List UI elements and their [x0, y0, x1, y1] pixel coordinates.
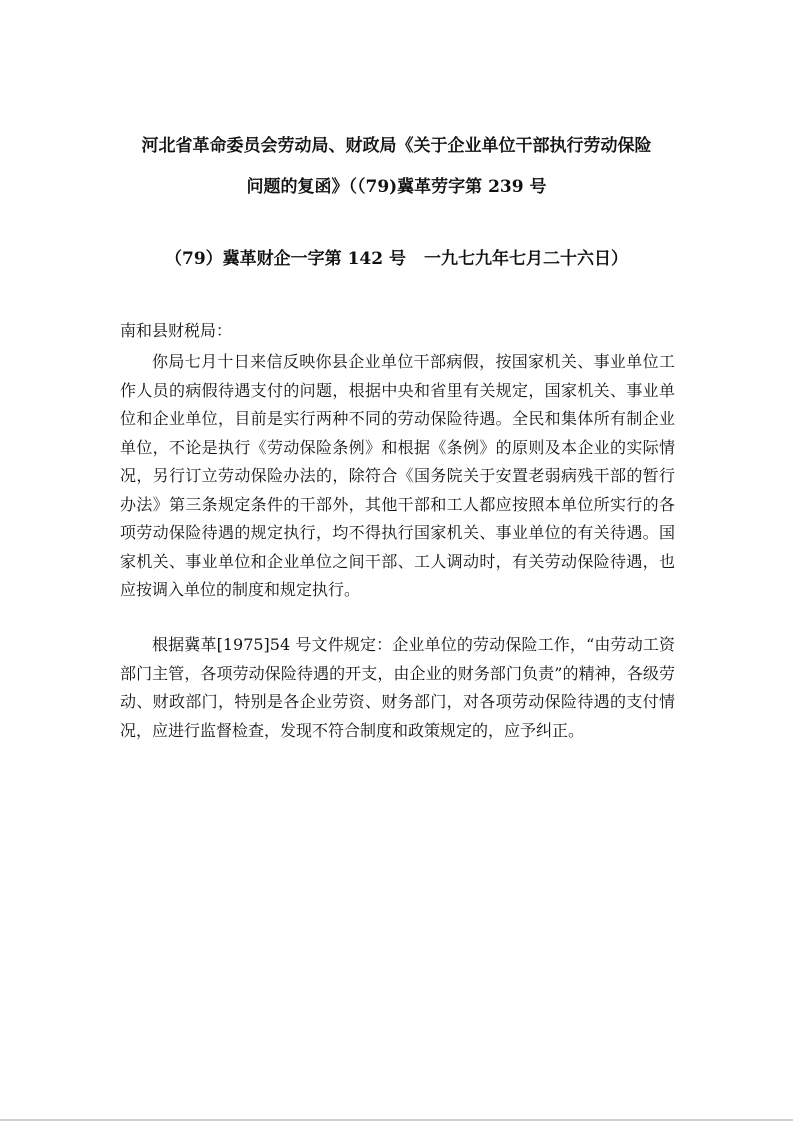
salutation: 南和县财税局： [120, 321, 233, 340]
document-date: 一九七九年七月二十六日） [423, 249, 628, 269]
page-bottom-divider [0, 1119, 793, 1121]
body-paragraph-1: 你局七月十日来信反映你县企业单位干部病假，按国家机关、事业单位工作人员的病假待遇支付的问题，根据中央和省里有关规定，国家机关、事业单位和企业单位，目前是实行两种不同的劳动保险待遇。全民和集体所有制企业单位，不论是执行《劳动保险条例》和根据《条例》的原则及本企业的实际情况，另行订立劳动保险办法的，除符合《国务院关于安置老弱病残干部的暂行办法》第三条规定条件的干部外，其他干部和工人都应按照本单位所实行的各项劳动保险待遇的规定执行，均不得执行国家机关、事业单位的有关待遇。国家机关、事业单位和企业单位之间干部、工人调动时，有关劳动保险待遇，也应按调入单位的制度和规定执行。 [120, 352, 675, 599]
document-title-line-1: 河北省革命委员会劳动局、财政局《关于企业单位干部执行劳动保险 [141, 136, 652, 156]
document-subtitle [90, 244, 703, 269]
document-title-line-2: 问题的复函》（（79)冀革劳字第 239 号 [246, 177, 547, 197]
reference-number: （79）冀革财企一字第 142 号 [165, 249, 406, 269]
body-paragraph-2: 根据冀革[1975]54 号文件规定：企业单位的劳动保险工作，“由劳动工资部门主管，各项劳动保险待遇的开支，由企业的财务部门负责”的精神，各级劳动、财政部门，特别是各企业劳资、财务部门，对各项劳动保险待遇的支付情况，应进行监督检查，发现不符合制度和政策规定的，应予纠正。 [120, 635, 675, 740]
